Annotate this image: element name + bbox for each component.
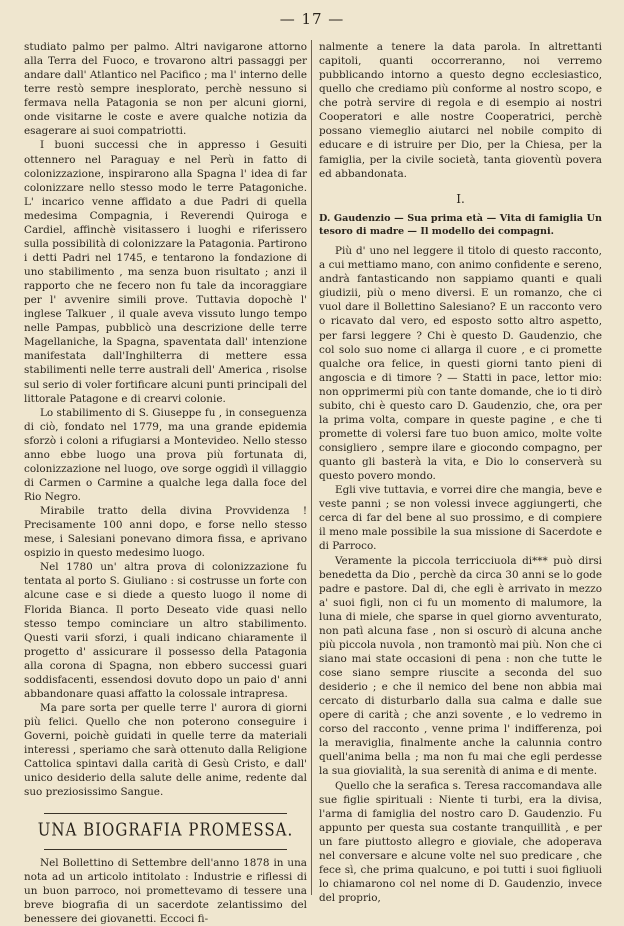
paragraph: Nel 1780 un' altra prova di colonizzazione fu tentata al porto S. Giuliano : si costrusse un forte con alcune case e si diede a questo luogo il nome di Florida Bianca. Il porto Deseato vide quasi nello stesso tempo cominciare un altro stabilimento. Questi varii sforzi, i quali indicano chiaramente il progetto d' assicurare il possesso della Patagonia alla corona di Spagna, non ebbero successi guari soddisfacenti, essendosi dovuto dopo un paio d' anni abbandonare quasi affatto la colossale intrapresa. [24, 561, 307, 700]
page-number: — 17 — [279, 10, 345, 28]
paragraph: nalmente a tenere la data parola. In altrettanti capitoli, quanti occorreranno, noi verremo pubblicando intorno a questo degno ecclesiastico, quello che crediamo più conforme al nostro scopo, e che potrà servire di regola e di esempio ai nostri Cooperatori e alle nostre Cooperatrici, perchè possano viemeglio aiutarci nel nobile compito di educare e di istruire per Dio, per la Chiesa, per la famiglia, per la civile società, tanta gioventù povera ed abbandonata. [319, 41, 602, 180]
chapter-number: I. [456, 191, 465, 206]
article-headline: UNA BIOGRAFIA PROMESSA. [37, 820, 294, 841]
left-column [24, 40, 307, 926]
section-divider [44, 849, 287, 850]
column-divider [311, 40, 312, 895]
paragraph: Nel Bollettino di Settembre dell'anno 1878 in una nota ad un articolo intitolato : Industrie e riflessi di un buon parroco, noi promettevamo di tessere una breve biografia di un sacerdote zelantissimo del benessere dei giovanetti. Eccoci fi- [24, 856, 307, 925]
paragraph: Egli vive tuttavia, e vorrei dire che mangia, beve e veste panni ; se non volessi invece aggiungerti, che cerca di far del bene al suo prossimo, e di compiere il meno male possibile la sua missione di Sacerdote e di Parroco. [319, 484, 602, 553]
paragraph: Ma pare sorta per quelle terre l' aurora di giorni più felici. Quello che non poterono conseguire i Governi, poichè guidati in quelle terre da materiali interessi , speriamo che sarà ottenuto dalla Religione Cattolica spintavi dalla carità di Gesù Cristo, e dall' unico desiderio della salute delle anime, redente dal suo preziosissimo Sangue. [24, 701, 307, 799]
paragraph: Mirabile tratto della divina Provvidenza ! Precisamente 100 anni dopo, e forse nello stesso mese, i Salesiani ponevano dimora fissa, e aprivano ospizio in questo medesimo luogo. [24, 505, 307, 560]
paragraph: Lo stabilimento di S. Giuseppe fu , in conseguenza di ciò, fondato nel 1779, ma una grande epidemia sforzò i coloni a rifugiarsi a Montevideo. Nello stesso anno ebbe luogo una prova più fortunata di, colonizzazione nel luogo, ove sorge oggidì il villaggio di Carmen o Carmine a qualche lega dalla foce del Rio Negro. [24, 406, 307, 503]
paragraph: studiato palmo per palmo. Altri navigarone attorno alla Terra del Fuoco, e trovarono altri passaggi per andare dall' Atlantico nel Pacifico ; ma l' interno delle terre restò sempre inesplorato, perchè nessuno si fermava nella Patagonia se non per alcuni giorni, onde visitarne le coste e avere qualche notizia da esagerare ai suoi compatriotti. [24, 41, 307, 138]
paragraph: Quello che la serafica s. Teresa raccomandava alle sue figlie spirituali : Niente ti turbi, era la divisa, l'arma di famiglia del nostro caro D. Gaudenzio. Fu appunto per questa sua costante tranquillità , e per un fare piuttosto allegro e gioviale, che adoperava nel conversare e alcune volte nel suo predicare , che fece sì, che prima qualcuno, e poi tutti i suoi figliuoli lo chiamarono col nel nome di D. Gaudenzio, invece del proprio, [319, 779, 602, 905]
paragraph: Veramente la piccola terricciuola di*** può dirsi benedetta da Dio , perchè da circa 30 anni se lo gode padre e pastore. Dal di, che egli è arrivato in mezzo a' suoi figli, non ci fu un momento di malumore, la luna di miele, che sparse in quel giorno avventurato, non patì alcuna fase , non si oscurò di alcuna anche più piccola nuvola , non tramontò mai più. Non che ci siano mai state occasioni di pena : non che tutte le cose siano sempre riuscite a seconda del suo desiderio ; e che il nemico del bene non abbia mai cercato di disturbarlo dalla sua calma e dalle sue opere di carità ; che anzi sovente , e lo vedremo in corso del racconto , venne prima l' indifferenza, poi la meraviglia, finalmente anche la calunnia contro quell'anima bella ; ma non fu mai che egli perdesse la sua giovialità, la sua serenità di anima e di mente. [319, 554, 602, 778]
paragraph: Più d' uno nel leggere il titolo di questo racconto, a cui mettiamo mano, con animo confidente e sereno, andrà fantasticando non sappiamo quanti e quali giudizii, più o meno diversi. E un romanzo, che ci vuol dare il Bollettino Salesiano? E un racconto vero o ricavato dal vero, ed esposto sotto altro aspetto, per farsi leggere ? Chi è questo D. Gaudenzio, che col solo suo nome ci allarga il cuore , e ci promette qualche ora felice, in questi giorni tanto pieni di angoscia e di timore ? — Statti in pace, lettor mio: non opprimermi più con tante domande, che io ti dirò subito, chi è questo caro D. Gaudenzio, che, ora per la prima volta, compare in queste pagine , e che ti promette di volersi fare tuo buon amico, molte volte consigliero , sempre ilare e giocondo compagno, per quanto gli basterà la vita, e Dio lo conserverà su questo povero mondo. [319, 245, 602, 483]
right-column [319, 40, 602, 905]
paragraph: I buoni successi che in appresso i Gesuiti ottennero nel Paraguay e nel Perù in fatto di colonizzazione, inspirarono alla Spagna l' idea di far colonizzare nello stesso modo le terre Patagoniche. L' incarico venne affidato a due Padri di quella medesima Compagnia, i Reverendi Quiroga e Cardiel, affinchè visitassero i luoghi e riferissero sulla possibilità di colonizzare la Patagonia. Partirono i detti Padri nel 1745, e tentarono la fondazione di uno stabilimento , ma senza buon risultato ; anzi il rapporto che ne fecero non fu tale da incoraggiare per l' avvenire simili prove. Tuttavia dopochè l' inglese Talkuer , il quale aveva vissuto lungo tempo nelle Pampas, pubblicò una descrizione delle terre Magellaniche, la Spagna, spaventata dall' intenzione manifestata dall'Inghilterra di mettere essa stabilimenti nelle terre australi dell' America , risolse sul serio di voler fortificare alcuni punti principali del littorale Patagone e di crearvi colonie. [24, 139, 307, 405]
section-divider [44, 813, 287, 814]
chapter-subtitle: D. Gaudenzio — Sua prima età — Vita di famiglia Un tesoro di madre — Il modello dei compagni. [319, 212, 602, 237]
